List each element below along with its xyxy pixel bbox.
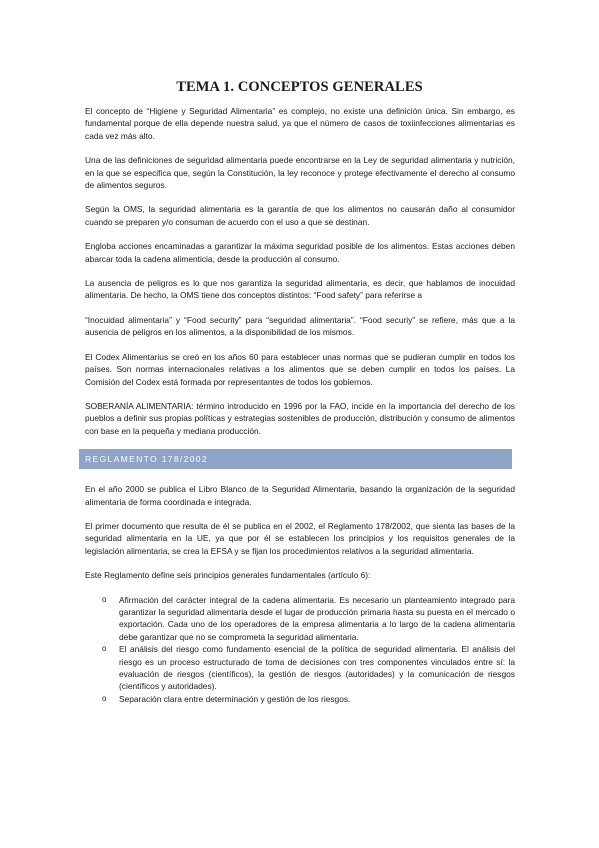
bullet-icon: o xyxy=(102,693,107,703)
page-title: TEMA 1. CONCEPTOS GENERALES xyxy=(176,79,423,95)
bullet-icon: o xyxy=(102,644,107,654)
list-item xyxy=(102,594,515,644)
paragraph-codex-alimentarius: El Codex Alimentarius se creó en los años 60 para establecer unas normas que se pudieran cumplir en todos los países. Son normas internacionales relativas a los alimentos que se deben cumplir en todos los países. La Comisión del Codex está formada por representantes de todos los gobiernos. xyxy=(85,351,515,387)
paragraph-food-sovereignty: SOBERANÍA ALIMENTARIA: término introducido en 1996 por la FAO, incide en la importancia del derecho de los pueblos a definir sus propias políticas y estrategias sostenibles de producción, distribución y consumo de alimentos con base en la pequeña y mediana producción. xyxy=(85,400,515,436)
list-item-text: Afirmación del carácter integral de la cadena alimentaria. Es necesario un planteamiento integrado para garantizar la seguridad alimentaria desde el lugar de producción primaria hasta su puesta en el mercado o exportación. Cada uno de los operadores de la empresa alimentaria a lo largo de la cadena alimentaria debe garantizar que no se comprometa la seguridad alimentaria. xyxy=(119,594,515,642)
bullet-icon: o xyxy=(102,594,107,604)
section-header-reglamento: REGLAMENTO 178/2002 xyxy=(79,449,512,469)
list-item-text: Separación clara entre determinación y gestión de los riesgos. xyxy=(119,693,351,704)
paragraph-definition-complexity: El concepto de “Higiene y Seguridad Alimentaria” es complejo, no existe una definición única. Sin embargo, es fundamental porque de ella depende nuestra salud, ya que el número de casos de toxiinfecciones alimentarias es cada vez más alto. xyxy=(85,106,515,141)
paragraph-food-security: “Inocuidad alimentaria” y “Food security” para “seguridad alimentaria”. “Food securiy” se refiere, más que a la ausencia de peligros en los alimentos, a la disponibilidad de los mismos. xyxy=(85,314,515,338)
paragraph-food-safety-law: Una de las definiciones de seguridad alimentaria puede encontrarse en la Ley de seguridad alimentaria y nutrición, en la que se especifica que, según la Constitución, la ley reconoce y protege efectivamente el derecho al consumo de alimentos seguros. xyxy=(85,155,515,191)
paragraph-six-principles-intro: Este Reglamento define seis principios generales fundamentales (artículo 6): xyxy=(85,570,371,581)
paragraph-oms-definition: Según la OMS, la seguridad alimentaria es la garantía de que los alimentos no causarán daño al consumidor cuando se preparen y/o consuman de acuerdo con el uso a que se destinan. xyxy=(85,204,515,227)
paragraph-regulation-2002: El primer documento que resulta de él se publica en el 2002, el Reglamento 178/2002, que sienta las bases de la seguridad alimentaria en la UE, ya que por él se establecen los principios y los requisitos generales de la legislación alimentaria, se crea la EFSA y se fijan los procedimientos relativos a la seguridad alimentaria. xyxy=(85,520,515,556)
principles-list xyxy=(85,594,515,706)
list-item xyxy=(102,643,515,693)
paragraph-white-paper: En el año 2000 se publica el Libro Blanco de la Seguridad Alimentaria, basando la organización de la seguridad alimentaria de forma coordinada e integrada. xyxy=(85,484,515,507)
document-body xyxy=(85,105,515,705)
list-item xyxy=(102,693,515,705)
paragraph-actions-scope: Engloba acciones encaminadas a garantizar la máxima seguridad posible de los alimentos. Estas acciones deben abarcar toda la cadena alimenticia, desde la producción al consumo. xyxy=(85,241,515,264)
paragraph-absence-of-hazards: La ausencia de peligros es lo que nos garantiza la seguridad alimentaria, es decir, que hablamos de inocuidad alimentaria. De hecho, la OMS tiene dos conceptos distintos: “Food safety” para referirse a xyxy=(85,278,515,301)
list-item-text: El análisis del riesgo como fundamento esencial de la política de seguridad alimentaria. El análisis del riesgo es un proceso estructurado de toma de decisiones con tres componentes vinculados entre sí: la evaluación de riesgos (científicos), la gestión de riesgos (autoridades) y la comunicación de riesgos (científicos y autoridades). xyxy=(119,644,515,692)
